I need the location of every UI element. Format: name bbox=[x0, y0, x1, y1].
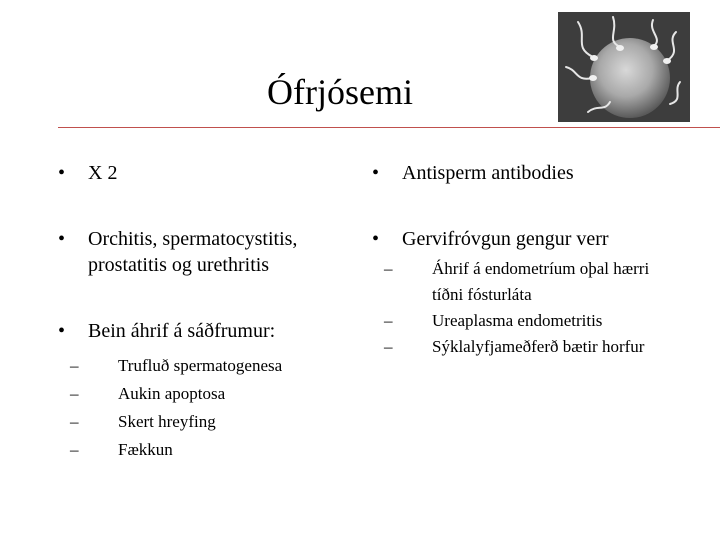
sub-item bbox=[372, 256, 672, 308]
bullet-text: X 2 bbox=[88, 162, 118, 184]
bullet-text: Bein áhrif á sáðfrumur: bbox=[88, 320, 276, 342]
bullet-orchitis bbox=[58, 226, 358, 278]
bullet-text: Antisperm antibodies bbox=[402, 162, 574, 184]
sub-item-text: Áhrif á endometríum oþal hærri tíðni fósturláta bbox=[432, 259, 650, 304]
dash-marker: – bbox=[384, 311, 393, 330]
dash-marker: – bbox=[70, 384, 79, 403]
dash-marker: – bbox=[70, 412, 79, 431]
slide-title: Ófrjósemi bbox=[267, 72, 413, 112]
sub-item-text: Trufluð spermatogenesa bbox=[118, 356, 283, 375]
sub-item bbox=[372, 334, 672, 360]
dash-marker: – bbox=[70, 356, 79, 375]
sub-item-text: Skert hreyfing bbox=[118, 412, 216, 431]
bullet-antisperm bbox=[372, 160, 672, 186]
bullet-x2 bbox=[58, 160, 358, 186]
sub-item bbox=[58, 352, 358, 380]
right-column bbox=[372, 160, 672, 360]
bullet-marker: • bbox=[58, 320, 66, 342]
bullet-text: Orchitis, spermatocystitis, prostatitis og urethritis bbox=[88, 228, 298, 276]
sub-item bbox=[58, 408, 358, 436]
dash-marker: – bbox=[384, 259, 393, 278]
bullet-marker: • bbox=[58, 162, 66, 184]
bullet-bein-ahrif bbox=[58, 318, 358, 344]
dash-marker: – bbox=[384, 337, 393, 356]
dash-marker: – bbox=[70, 440, 79, 459]
left-column bbox=[58, 160, 358, 464]
sub-item bbox=[372, 308, 672, 334]
bullet-text: Gervifróvgun gengur verr bbox=[402, 228, 609, 250]
sub-item bbox=[58, 436, 358, 464]
sub-item-text: Sýklalyfjameðferð bætir horfur bbox=[432, 337, 645, 356]
sub-item-text: Fækkun bbox=[118, 440, 173, 459]
title-divider bbox=[58, 127, 720, 128]
sub-item-text: Ureaplasma endometritis bbox=[432, 311, 603, 330]
bullet-marker: • bbox=[58, 228, 66, 250]
bullet-marker: • bbox=[372, 228, 380, 250]
bullet-marker: • bbox=[372, 162, 380, 184]
sub-item-text: Aukin apoptosa bbox=[118, 384, 226, 403]
bullet-gervifrovgun bbox=[372, 226, 672, 252]
sub-item bbox=[58, 380, 358, 408]
